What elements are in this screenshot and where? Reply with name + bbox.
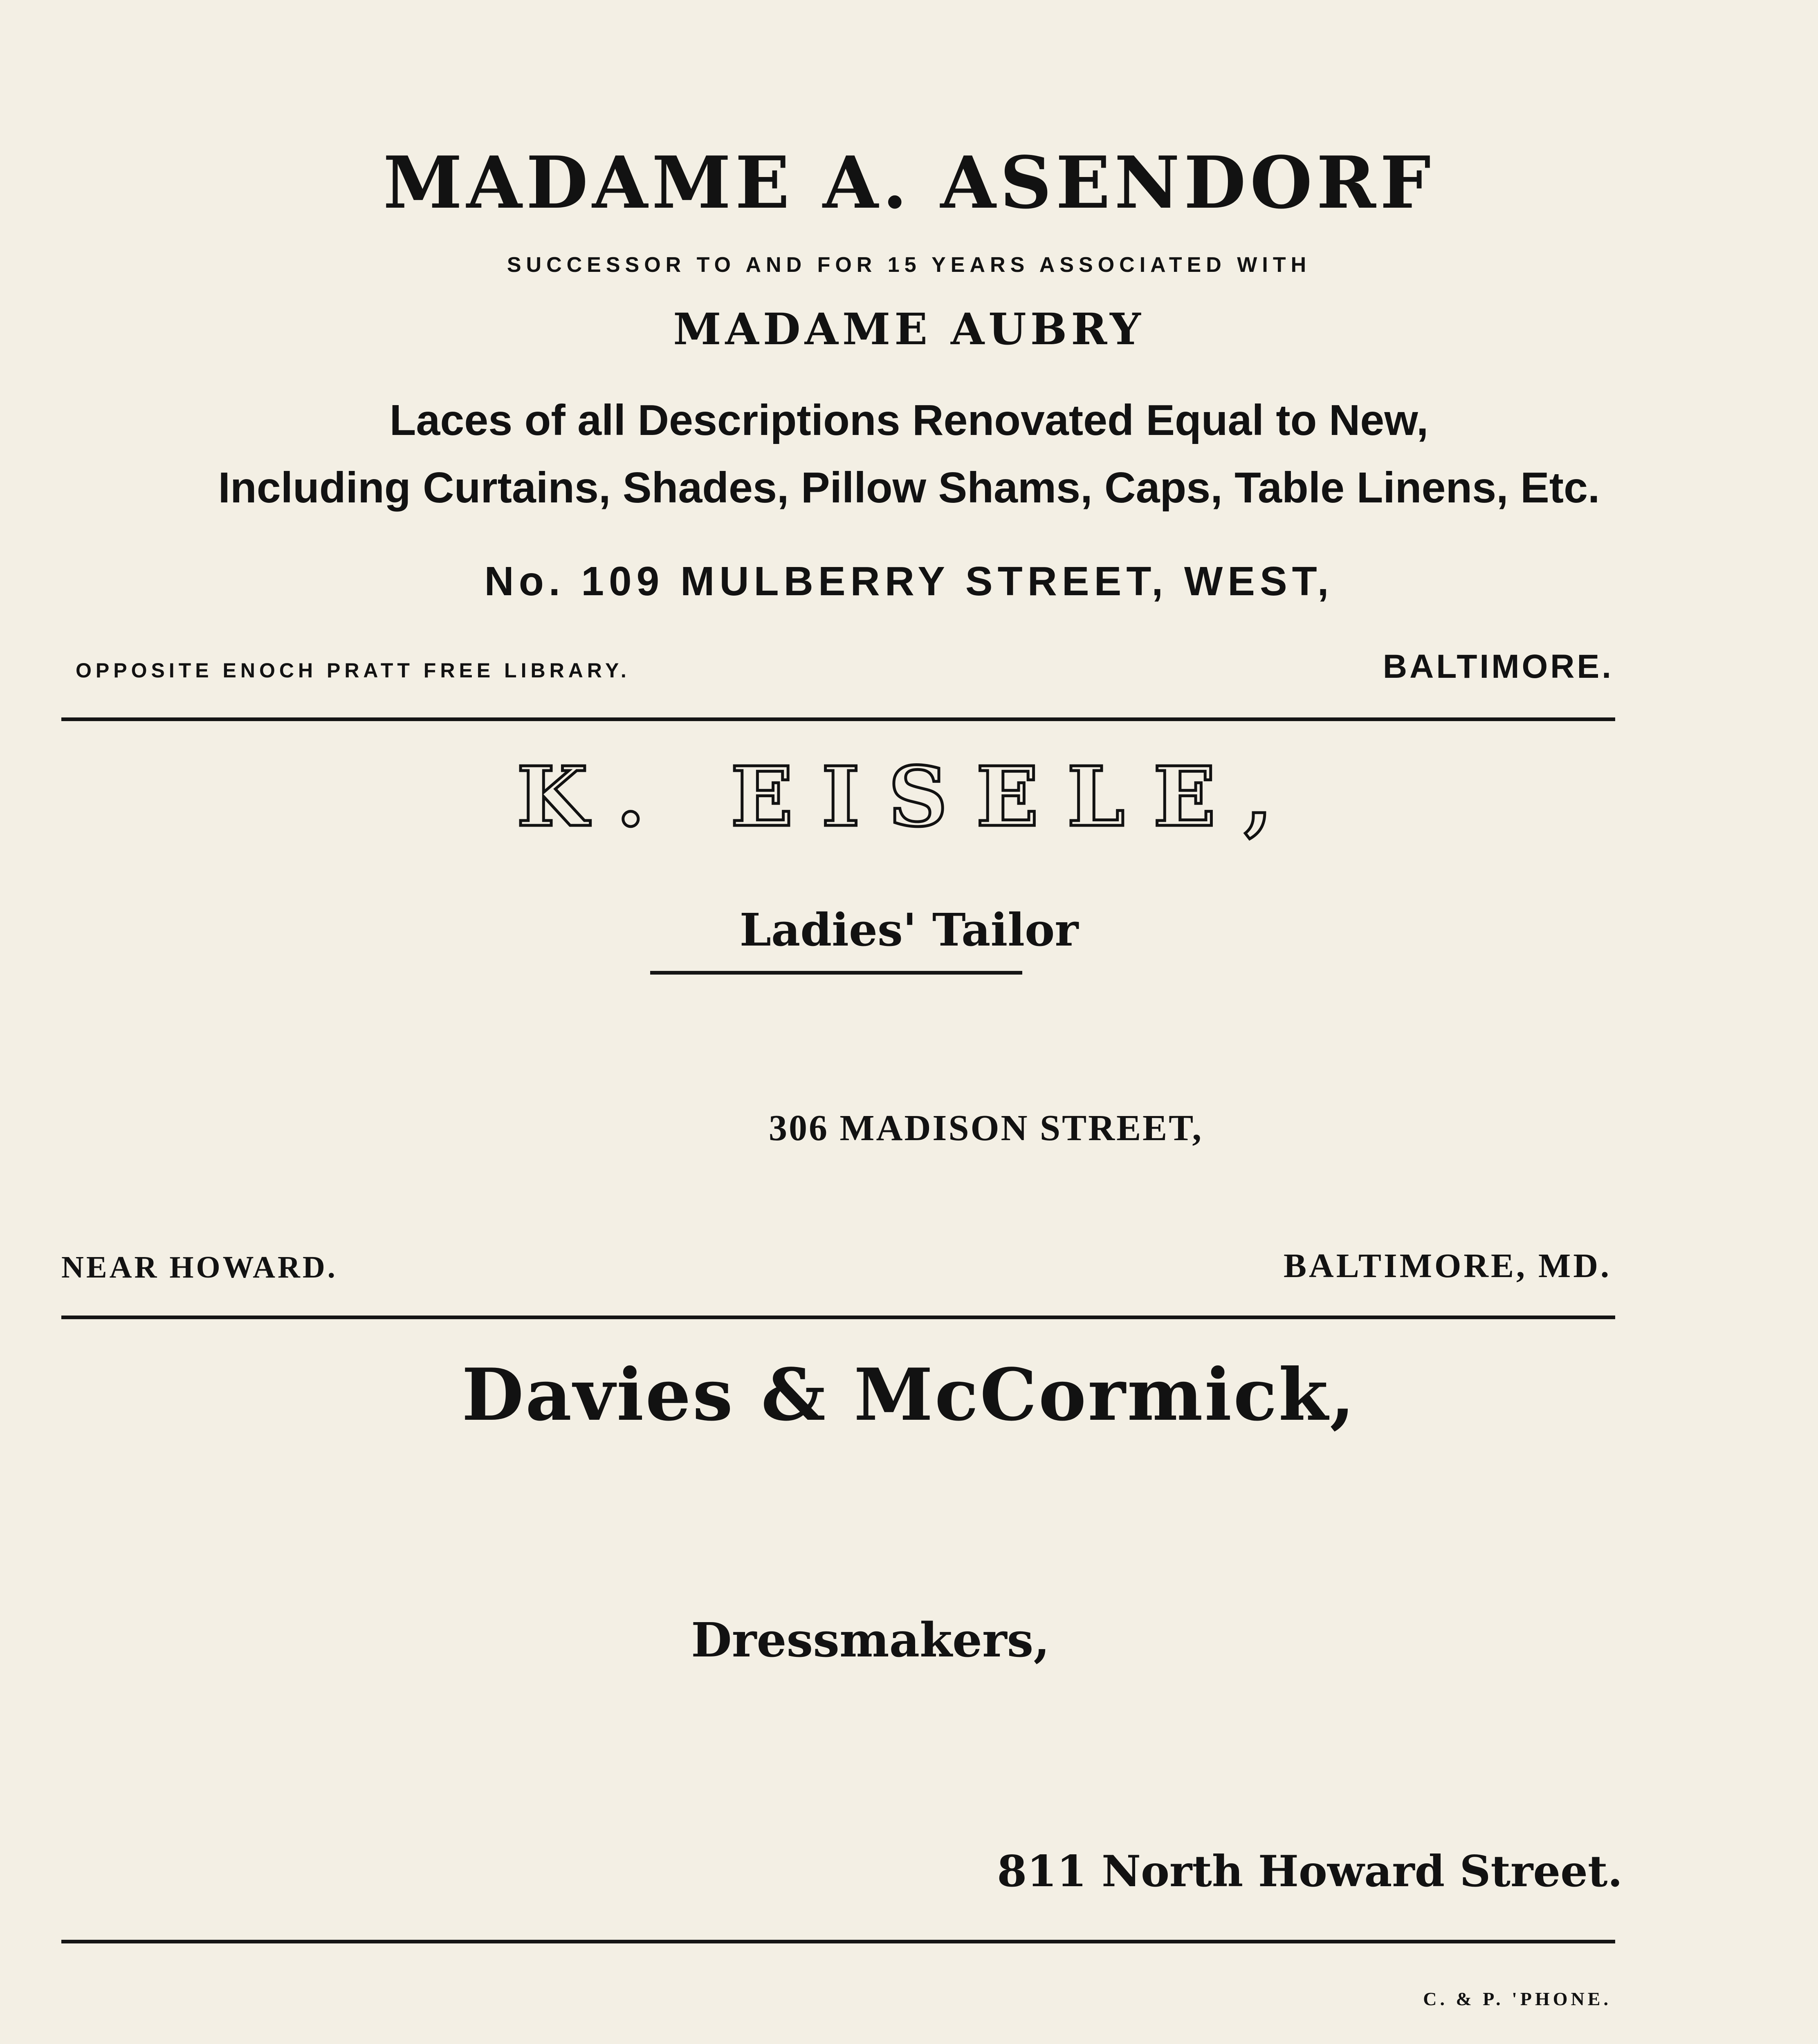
eisele-address: 306 MADISON STREET,: [769, 1108, 1203, 1148]
services-line-1: Laces of all Descriptions Renovated Equal to New,: [389, 396, 1429, 444]
asendorf-city: BALTIMORE.: [1383, 648, 1614, 685]
davies-address: 811 North Howard Street.: [997, 1846, 1623, 1896]
divider-rule: [61, 717, 1615, 721]
asendorf-landmark: OPPOSITE ENOCH PRATT FREE LIBRARY.: [76, 659, 631, 682]
davies-trade: Dressmakers,: [691, 1613, 1050, 1668]
eisele-trade: Ladies' Tailor: [739, 903, 1079, 956]
eisele-city: BALTIMORE, MD.: [1284, 1247, 1612, 1285]
trade-underline: [650, 971, 1022, 975]
davies-name: Davies & McCormick,: [462, 1353, 1356, 1437]
phone-note: C. & P. 'PHONE.: [1423, 1988, 1612, 2009]
asendorf-name: MADAME A. ASENDORF: [383, 141, 1435, 225]
eisele-near: NEAR HOWARD.: [61, 1250, 338, 1284]
divider-rule: [61, 1316, 1615, 1319]
predecessor-name: MADAME AUBRY: [673, 303, 1145, 354]
services-line-2: Including Curtains, Shades, Pillow Shams, Caps, Table Linens, Etc.: [218, 464, 1600, 512]
eisele-name: K. EISELE,: [516, 749, 1302, 845]
asendorf-address: No. 109 MULBERRY STREET, WEST,: [484, 558, 1334, 604]
divider-rule: [61, 1940, 1615, 1943]
successor-line: SUCCESSOR TO AND FOR 15 YEARS ASSOCIATED WITH: [507, 253, 1311, 277]
